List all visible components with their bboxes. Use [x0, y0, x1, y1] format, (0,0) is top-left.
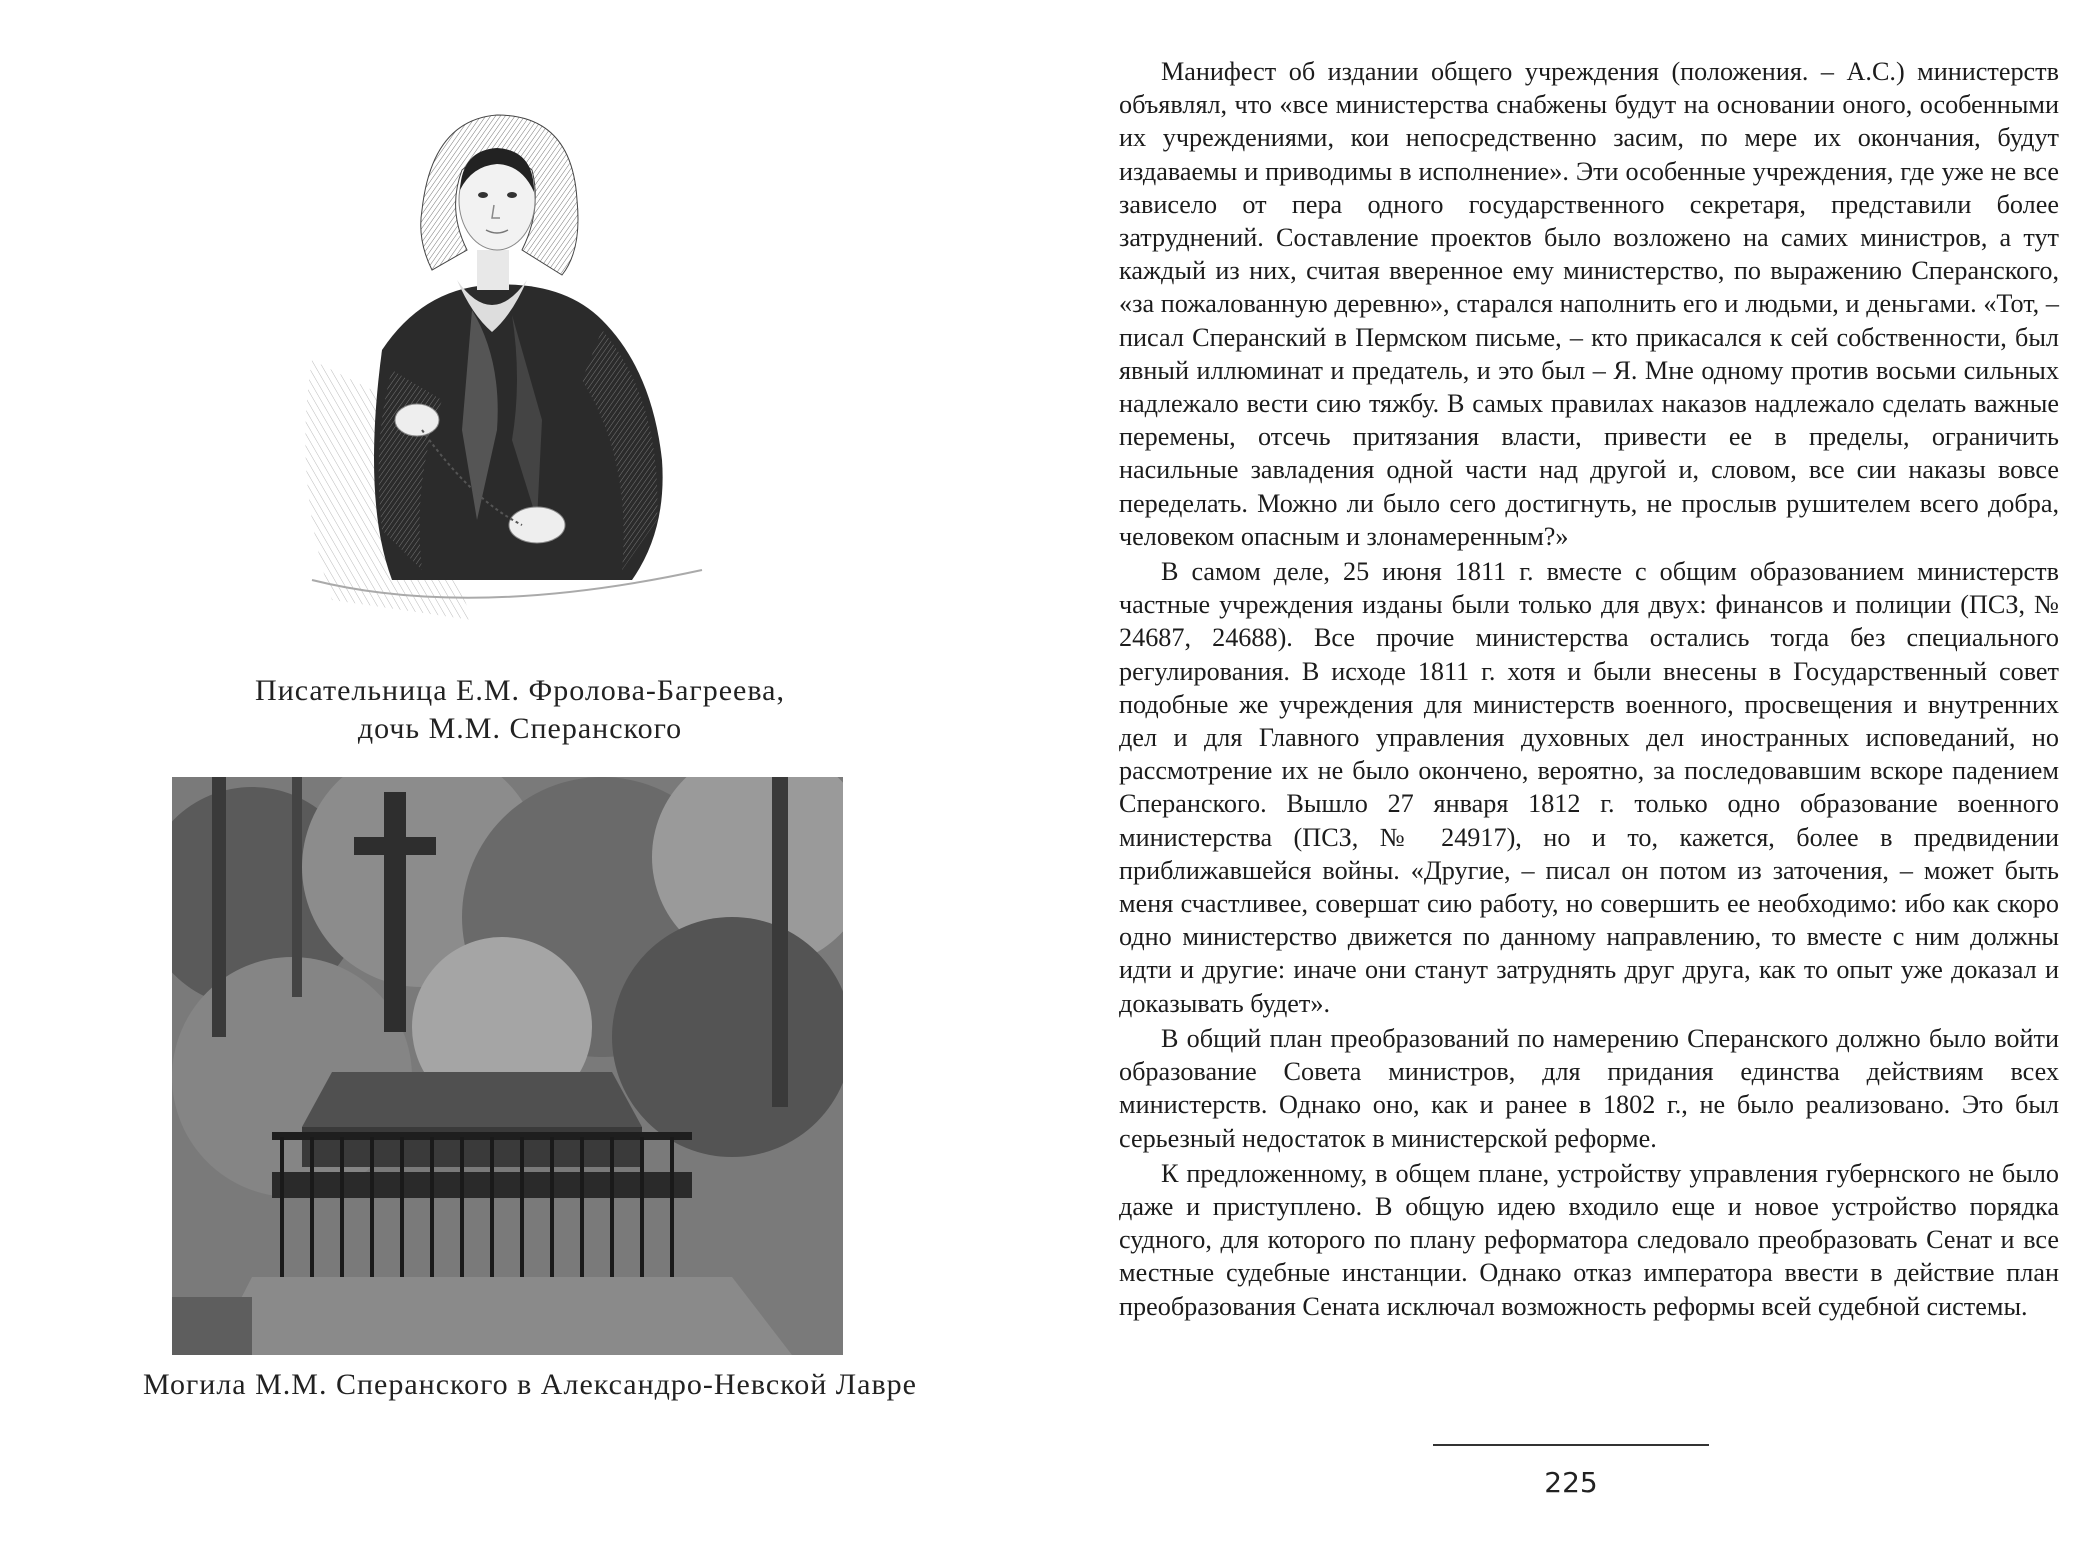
portrait-caption-line-2: дочь М.М. Сперанского [357, 712, 683, 745]
body-text [1119, 55, 2059, 1323]
grave-caption: Могила М.М. Сперанского в Александро-Невской Лавре [143, 1368, 917, 1401]
portrait-engraving [272, 100, 742, 630]
grave-photograph [172, 777, 843, 1355]
portrait-caption [160, 672, 880, 748]
portrait-caption-line-1: Писательница Е.М. Фролова-Багреева, [255, 674, 785, 707]
paragraph-3: В общий план преобразований по намерению Сперанского должно было войти образование Совета министров, для придания единства действиям всех министерств. Однако оно, как и ранее в 1802 г., не было реализовано. Это был серьезный недостаток в министерской реформе. [1119, 1023, 2059, 1153]
right-page [1041, 0, 2082, 1545]
paragraph-4: К предложенному, в общем плане, устройству управления губернского не было даже и приступлено. В общую идею входило еще и новое устройство порядка судного, для которого по плану реформатора следовало преобразовать Сенат и все местные судебные инстанции. Однако отказ императора ввести в действие план преобразования Сената исключал возможность реформы всей судебной системы. [1119, 1158, 2059, 1321]
page-number: 225 [1544, 1466, 1598, 1499]
paragraph-2: В самом деле, 25 июня 1811 г. вместе с общим образованием министерств частные учреждения изданы были только для двух: финансов и полиции (ПСЗ, № 24687, 24688). Все прочие министерства остались тогда без специального регулирования. В исходе 1811 г. хотя и были внесены в Государственный совет подобные же учреждения для министерств военного, просвещения и внутренних дел и для Главного управления духовных дел иностранных исповеданий, но рассмотрение их не было окончено, вероятно, за последовавшим вскоре падением Сперанского. Вышло 27 января 1812 г. только одно образование военного министерства (ПСЗ, № 24917), но и то, кажется, более в предвидении приближавшейся войны. «Другие, – писал он потом из заточения, – может быть меня счастливее, совершат сию работу, но совершить ее необходимо: ибо как скоро одно министерство движется по данному направлению, то вместе с ним должны идти и другие: иначе они станут затруднять друг друга, как то опыт уже доказал и доказывать будет». [1119, 557, 2059, 1018]
footer-rule [1433, 1444, 1709, 1446]
paragraph-1: Манифест об издании общего учреждения (положения. – А.С.) министерств объявлял, что «все министерства снабжены будут на основании оного, особенными их учреждениями, кои непосредственно засим, по мере их окончания, будут издаваемы и приводимы в исполнение». Эти особенные учреждения, где уже не все зависело от пера одного государственного секретаря, представили более затруднений. Составление проектов было возложено на самих министров, а тут каждый из них, считая вверенное ему министерство, по выражению Сперанского, «за пожалованную деревню», старался наполнить его и людьми, и деньгами. «Тот, – писал Сперанский в Пермском письме, – кто прикасался к сей собственности, был явный иллюминат и предатель, и это был – Я. Мне одному против восьми сильных надлежало вести сию тяжбу. В самых правилах наказов надлежало сделать важные перемены, отсечь притязания власти, привести ее в пределы, ограничить насильные завладения одной части над другой и, словом, все сии наказы вовсе переделать. Можно ли было сего достигнуть, не прослыв рушителем всего добра, человеком опасным и злонамеренным?» [1119, 57, 2059, 551]
